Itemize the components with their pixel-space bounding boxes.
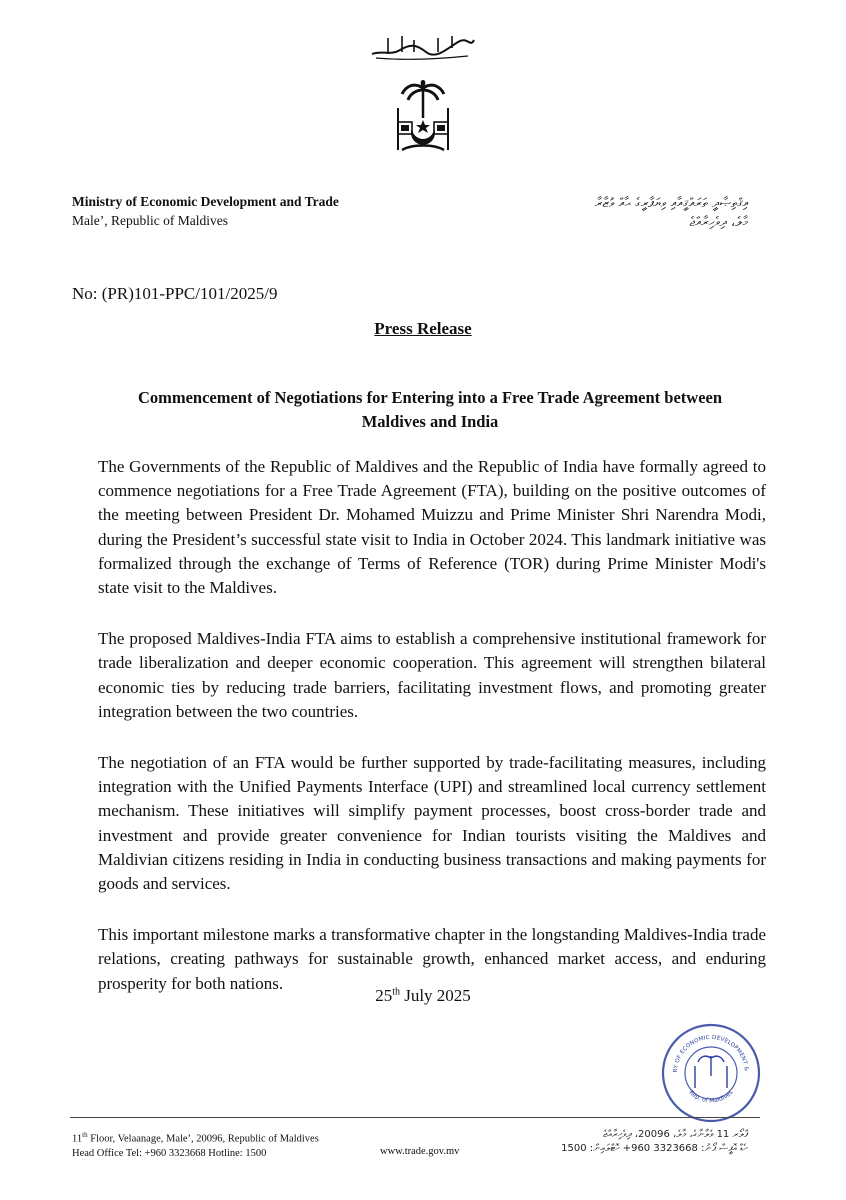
footer-website-link[interactable]: www.trade.gov.mv	[380, 1146, 460, 1157]
ministry-location-dhivehi: މާލެ، ދިވެހިރާއްޖެ	[689, 215, 748, 230]
ministry-name: Ministry of Economic Development and Trade	[72, 194, 339, 209]
date-ordinal: th	[392, 986, 400, 998]
footer-address	[72, 1128, 319, 1147]
footer-address-dhivehi	[561, 1128, 748, 1156]
footer-address-rest: Floor, Velaanage, Male’, 20096, Republic of Maldives	[87, 1133, 319, 1145]
bismillah-calligraphy	[368, 30, 478, 62]
press-release-body	[98, 455, 766, 1023]
date-day: 25	[375, 986, 393, 1005]
stamp-text-top: RY OF ECONOMIC DEVELOPMENT &	[672, 1034, 750, 1073]
svg-text:Rep. of Maldives	[687, 1089, 734, 1104]
release-date	[0, 986, 846, 1006]
footer-floor-ordinal: th	[82, 1131, 88, 1139]
national-emblem-icon	[388, 78, 458, 158]
body-paragraph: The Governments of the Republic of Maldives and the Republic of India have formally agreed to commence negotiations for a Free Trade Agreement (FTA), building on the positive outcomes of the meeting between President Dr. Mohamed Muizzu and Prime Minister Shri Narendra Modi, during the President’s successful state visit to India in October 2024. This landmark initiative was formalized through the exchange of Terms of Reference (TOR) during Prime Minister Modi's state visit to the Maldives.	[98, 457, 766, 598]
stamp-text-bottom: Rep. of Maldives	[687, 1089, 735, 1105]
body-paragraph: The negotiation of an FTA would be further supported by trade-facilitating measures, including integration with the Unified Payments Interface (UPI) and streamlined local currency settlement mechanism. These initiatives will simplify payment processes, boost cross-border trade and investment and provide greater convenience for Indian tourists visiting the Maldives and Maldivian citizens residing in India in conducting business transactions and making payments for goods and services.	[98, 753, 766, 894]
footer-address-dv: ފްލޯރ 11 ވެލާނާގެ، މާލެ، 20096، ދިވެހިރާއްޖެ	[602, 1129, 748, 1140]
document-type-title: Press Release	[374, 319, 472, 338]
ministry-header-dhivehi	[595, 194, 748, 232]
footer-divider	[70, 1117, 760, 1118]
body-paragraph: The proposed Maldives-India FTA aims to establish a comprehensive institutional framework for trade liberalization and deeper economic cooperation. This agreement will strengthen bilateral economic ties by reducing trade barriers, facilitating investment flows, and promoting greater integration between the two countries.	[98, 629, 766, 721]
footer-phones: Head Office Tel: +960 3323668 Hotline: 1500	[72, 1147, 267, 1159]
ministry-name-dhivehi: އިޤްތިޞާދީ ތަރައްޤީއާއި ވިޔަފާރީގެ ޙާއް ވުޒާރާ	[594, 196, 748, 211]
footer-floor-number: 11	[72, 1133, 83, 1145]
press-release-headline: Commencement of Negotiations for Entering into a Free Trade Agreement between Maldives and India	[137, 388, 723, 431]
body-paragraph: This important milestone marks a transformative chapter in the longstanding Maldives-India trade relations, creating pathways for sustainable growth, enhanced market access, and enduring prosperity for both nations.	[98, 925, 766, 993]
reference-number: No: (PR)101-PPC/101/2025/9	[72, 284, 278, 303]
ministry-header-english	[72, 192, 339, 230]
official-stamp-seal	[660, 1022, 762, 1124]
footer-phones-dv: ހެޑް އޮފީސް ފޯނު: 3323668 960+ ހޮޓްލައިން: 1500	[561, 1143, 748, 1154]
date-month-year: July 2025	[399, 986, 471, 1005]
ministry-location: Male’, Republic of Maldives	[72, 213, 228, 228]
footer-address-english	[72, 1128, 319, 1161]
